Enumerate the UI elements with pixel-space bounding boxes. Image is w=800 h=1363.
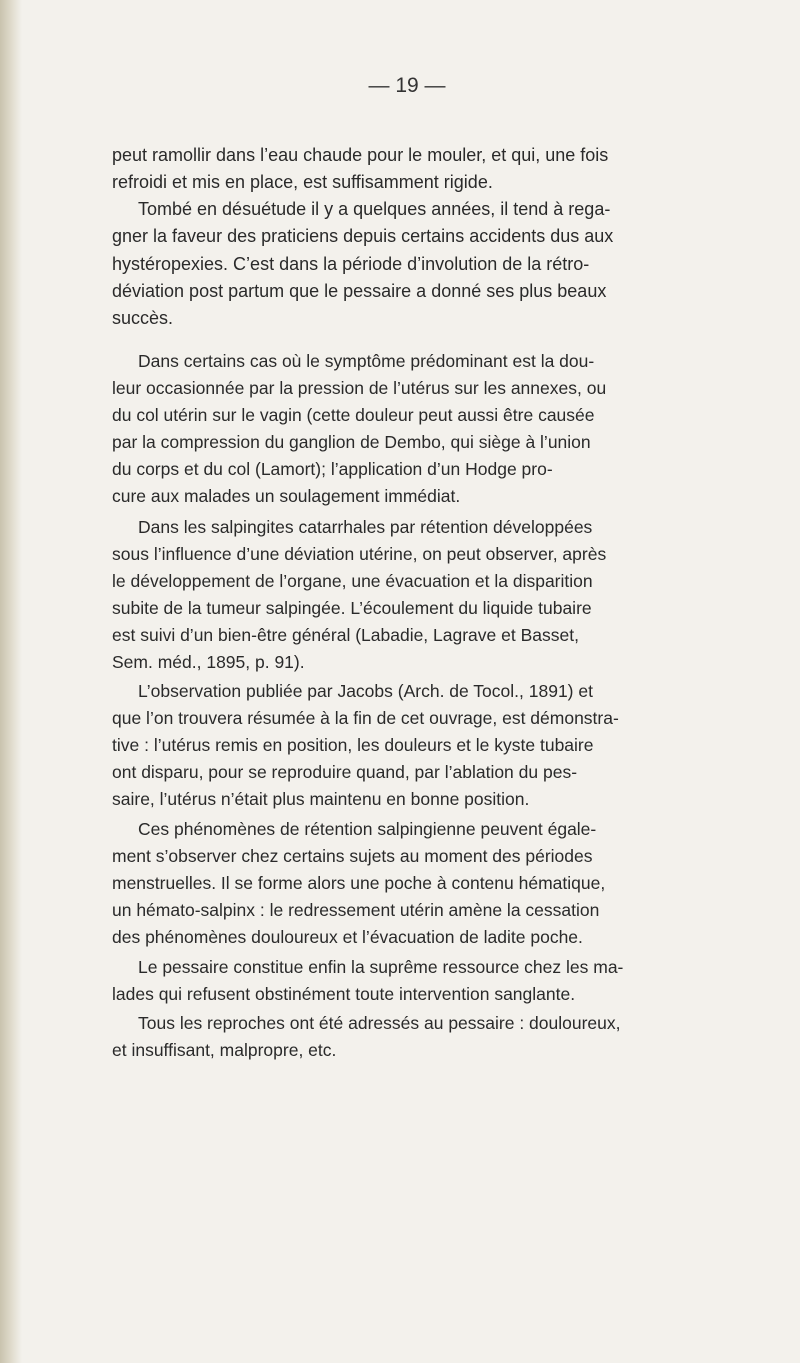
text-line: subite de la tumeur salpingée. L’écoulement du liquide tubaire: [112, 597, 592, 618]
paragraph-2: [112, 196, 702, 332]
text-line: menstruelles. Il se forme alors une poche à contenu hématique,: [112, 872, 606, 893]
text-line: lades qui refusent obstinément toute intervention sanglante.: [112, 983, 576, 1004]
text-line: Tous les reproches ont été adressés au pessaire : douloureux,: [138, 1013, 621, 1033]
text-line: Tombé en désuétude il y a quelques années, il tend à rega-: [138, 199, 611, 219]
text-line: [112, 278, 702, 305]
paragraph-6: [112, 816, 702, 951]
text-line: du col utérin sur le vagin (cette douleur peut aussi être causée: [112, 404, 595, 425]
book-spine-shadow: [0, 0, 22, 1363]
text-line: ment s’observer chez certains sujets au moment des périodes: [112, 845, 593, 866]
text-line: et insuffisant, malpropre, etc.: [112, 1039, 337, 1060]
text-line: du corps et du col (Lamort); l’application d’un Hodge pro-: [112, 458, 553, 479]
paragraph-5: [112, 678, 702, 813]
text-line: Le pessaire constitue enfin la suprême ressource chez les ma-: [138, 957, 624, 977]
paragraph-7: [112, 954, 702, 1008]
text-line: Dans les salpingites catarrhales par rétention développées: [138, 517, 593, 537]
text-line: ont disparu, pour se reproduire quand, par l’ablation du pes-: [112, 761, 578, 782]
text-line: Dans certains cas où le symptôme prédominant est la dou-: [138, 351, 595, 371]
text-line: tive : l’utérus remis en position, les douleurs et le kyste tubaire: [112, 734, 594, 755]
text-fragment: déviation post partum que le pessaire a donné ses plus beaux: [112, 280, 607, 301]
text-line: succès.: [112, 308, 174, 329]
text-line: des phénomènes douloureux et l’évacuation de ladite poche.: [112, 926, 583, 947]
paragraph-8: [112, 1010, 702, 1064]
text-line: Sem. méd., 1895, p. 91).: [112, 651, 305, 672]
paragraph-1: [112, 142, 702, 197]
text-line: leur occasionnée par la pression de l’utérus sur les annexes, ou: [112, 377, 607, 398]
paragraph-3: [112, 348, 702, 509]
paragraph-4: [112, 514, 702, 675]
text-line: L’observation publiée par Jacobs (Arch. de Tocol., 1891) et: [138, 681, 593, 701]
text-line: le développement de l’organe, une évacuation et la disparition: [112, 570, 593, 591]
text-line: sous l’influence d’une déviation utérine, on peut observer, après: [112, 543, 607, 564]
text-line: par la compression du ganglion de Dembo, qui siège à l’union: [112, 431, 591, 452]
text-line: est suivi d’un bien-être général (Labadie, Lagrave et Basset,: [112, 624, 579, 645]
text-line: un hémato-salpinx : le redressement utérin amène la cessation: [112, 899, 600, 920]
page-number: — 19 —: [368, 74, 446, 97]
text-line: peut ramollir dans l’eau chaude pour le mouler, et qui, une fois: [112, 145, 609, 165]
text-line: gner la faveur des praticiens depuis certains accidents dus aux: [112, 226, 614, 247]
text-line: hystéropexies. C’est dans la période d’involution de la rétro-: [112, 253, 590, 274]
text-line: saire, l’utérus n’était plus maintenu en bonne position.: [112, 788, 530, 809]
text-line: Ces phénomènes de rétention salpingienne peuvent égale-: [138, 819, 597, 839]
text-line: que l’on trouvera résumée à la fin de cet ouvrage, est démonstra-: [112, 707, 619, 728]
text-line: cure aux malades un soulagement immédiat.: [112, 485, 461, 506]
text-line: refroidi et mis en place, est suffisamment rigide.: [112, 172, 493, 193]
